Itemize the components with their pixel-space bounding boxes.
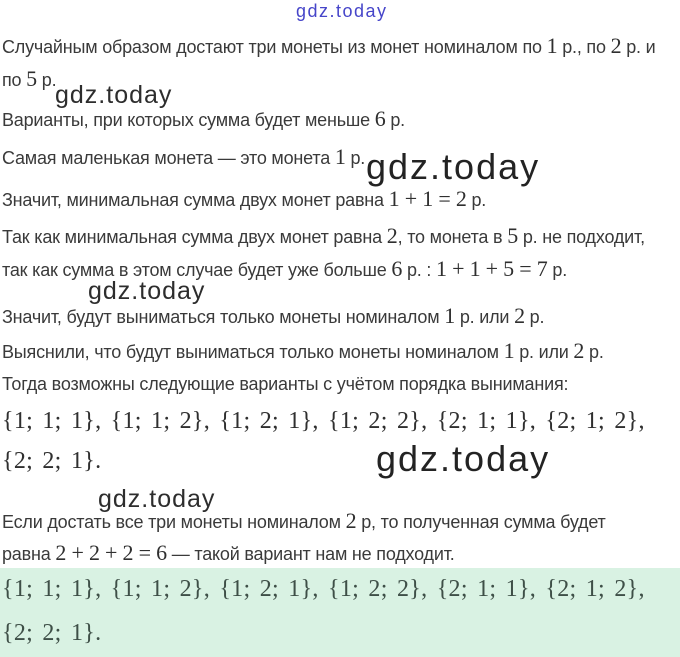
math-segment: {1; 1; 1}, {1; 1; 2}, {1; 2; 1}, {1; 2; 2}, {2; 1; 1}, {2; 1; 2}, (2, 576, 645, 602)
math-segment: {1; 1; 1}, {1; 1; 2}, {1; 2; 1}, {1; 2; 2}, {2; 1; 1}, {2; 1; 2}, (2, 408, 645, 434)
text-segment: р. : (402, 260, 436, 280)
watermark-gdz-today: gdz.today (88, 277, 206, 305)
math-segment: 2 (514, 303, 525, 328)
text-line (2, 186, 486, 212)
math-segment: 1 (444, 303, 456, 328)
text-segment: р. (584, 342, 604, 362)
text-segment: р. (345, 148, 366, 168)
text-line (2, 303, 544, 329)
text-segment: — такой вариант нам не подходит. (166, 544, 455, 564)
math-segment: 6 (374, 106, 386, 131)
text-segment: равна (2, 544, 56, 564)
text-line (2, 374, 568, 395)
math-segment: 2 (386, 223, 398, 248)
text-line (2, 223, 645, 249)
text-segment: Выяснили, что будут выниматься только монеты номиналом (2, 342, 504, 362)
text-segment: р. или (514, 342, 574, 362)
math-segment: 1 (503, 338, 515, 363)
math-segment: 2 + 2 + 2 = 6 (55, 540, 167, 565)
text-segment: р., по (557, 37, 611, 57)
text-segment: Тогда возможны следующие варианты с учётом порядка вынимания: (2, 374, 569, 394)
text-segment: р. не подходит, (518, 227, 645, 247)
answer-box (0, 568, 680, 657)
text-line (2, 448, 101, 475)
text-line (2, 620, 101, 647)
text-segment: р, то полученная сумма будет (356, 512, 606, 532)
math-segment: 1 (546, 33, 558, 58)
text-segment: р. (385, 110, 405, 130)
watermark-gdz-today: gdz.today (376, 438, 551, 479)
math-segment: 2 (573, 338, 585, 363)
text-segment: Варианты, при которых сумма будет меньше (2, 110, 375, 130)
text-line (2, 408, 645, 435)
text-segment: Случайным образом достают три монеты из монет номиналом по (2, 37, 547, 57)
text-segment: Самая маленькая монета — это монета (2, 148, 335, 168)
text-segment: по (2, 70, 27, 90)
watermark-gdz-today: gdz.today (366, 146, 541, 187)
math-segment: {2; 2; 1}. (2, 620, 102, 646)
text-line (2, 576, 645, 603)
text-segment: Так как минимальная сумма двух монет равна (2, 227, 387, 247)
text-segment: , то монета в (397, 227, 508, 247)
text-line (2, 508, 606, 534)
text-segment: р. (524, 307, 545, 327)
text-segment: р. и (621, 37, 656, 57)
math-segment: 2 (345, 508, 357, 533)
text-line (2, 33, 656, 59)
watermark-gdz-today: gdz.today (55, 81, 173, 109)
watermark-gdz-today: gdz.today (296, 1, 388, 21)
text-line (2, 66, 56, 92)
text-segment: так как сумма в этом случае будет уже больше (2, 260, 392, 280)
math-segment: {2; 2; 1}. (2, 448, 102, 474)
text-segment: Значит, минимальная сумма двух монет равна (2, 190, 389, 210)
math-segment: 6 (391, 256, 403, 281)
math-segment: 1 (334, 144, 346, 169)
text-line (2, 540, 455, 566)
math-segment: 5 (507, 223, 519, 248)
text-line (2, 256, 567, 282)
math-segment: 1 + 1 = 2 (388, 186, 467, 211)
text-line (2, 338, 604, 364)
text-segment: р. (466, 190, 487, 210)
math-segment: 1 + 1 + 5 = 7 (435, 256, 548, 281)
text-segment: р. или (455, 307, 515, 327)
watermark-gdz-today: gdz.today (98, 485, 216, 513)
text-segment: р. (547, 260, 568, 280)
text-segment: р. (36, 70, 57, 90)
text-line (2, 106, 405, 132)
text-segment: Если достать все три монеты номиналом (2, 512, 346, 532)
text-line (2, 144, 365, 170)
math-segment: 2 (610, 33, 622, 58)
text-segment: Значит, будут выниматься только монеты номиналом (2, 307, 445, 327)
math-segment: 5 (26, 66, 37, 91)
